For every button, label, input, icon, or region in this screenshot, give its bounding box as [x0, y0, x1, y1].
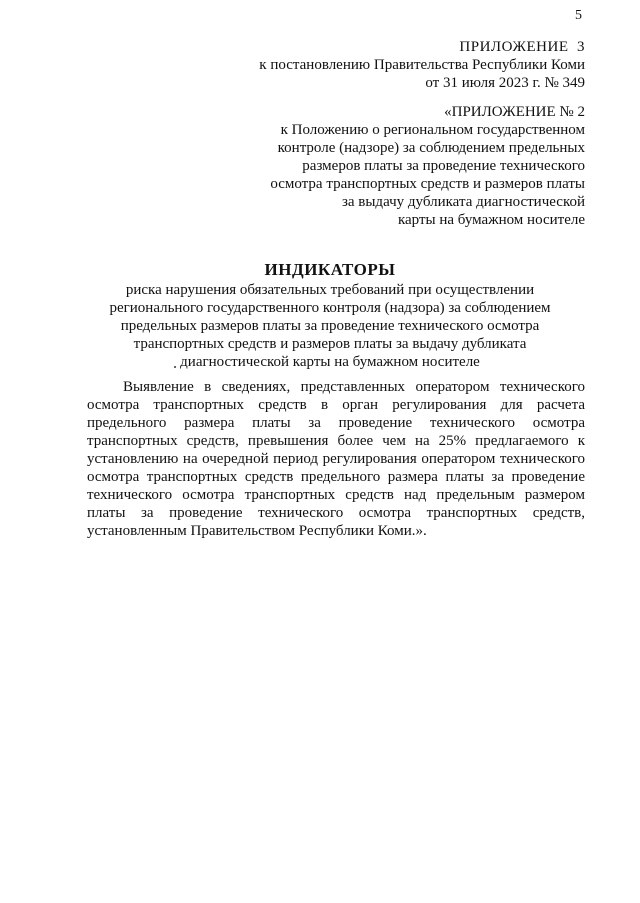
- inner-appendix-line: за выдачу дубликата диагностической: [341, 194, 585, 210]
- body-line: предельного размера платы за проведение технического осмотра: [87, 415, 585, 431]
- indicators-subtitle-line: предельных размеров платы за проведение технического осмотра: [120, 318, 540, 334]
- indicators-subtitle-line: транспортных средств и размеров платы за выдачу дубликата: [133, 336, 527, 352]
- indicators-heading: ИНДИКАТОРЫ: [264, 260, 396, 279]
- body-line: установлению на очередной период регулирования оператором технического: [87, 451, 585, 467]
- appendix-title: ПРИЛОЖЕНИЕ 3: [459, 39, 585, 55]
- indicators-subtitle-line: диагностической карты на бумажном носителе: [180, 354, 480, 370]
- appendix-header: [259, 38, 585, 92]
- inner-appendix-line: контроле (надзоре) за соблюдением предельных: [277, 140, 585, 156]
- indicators-subtitle-line: регионального государственного контроля (надзора) за соблюдением: [109, 300, 551, 316]
- body-line: осмотра транспортных средств предельного размера платы за проведение: [87, 469, 585, 485]
- inner-appendix-line: карты на бумажном носителе: [397, 212, 585, 228]
- body-paragraph: [87, 378, 585, 540]
- body-line: установленным Правительством Республики Коми.».: [87, 523, 427, 539]
- appendix-line: от 31 июля 2023 г. № 349: [425, 75, 585, 91]
- body-line: технического осмотра транспортных средств над предельным размером: [87, 487, 585, 503]
- body-line: платы за проведение технического осмотра транспортных средств,: [87, 505, 585, 521]
- body-line: осмотра транспортных средств в орган регулирования для расчета: [87, 397, 585, 413]
- body-line: транспортных средств, превышения более чем на 25% предлагаемого к: [87, 433, 585, 449]
- indicators-subtitle-line: риска нарушения обязательных требований при осуществлении: [125, 282, 535, 298]
- inner-appendix-block: [270, 103, 585, 229]
- inner-appendix-line: осмотра транспортных средств и размеров платы: [270, 176, 585, 192]
- inner-appendix-line: размеров платы за проведение технического: [302, 158, 585, 174]
- inner-appendix-line: «ПРИЛОЖЕНИЕ № 2: [444, 104, 585, 120]
- body-line: Выявление в сведениях, представленных оператором технического: [123, 379, 585, 395]
- appendix-line: к постановлению Правительства Республики Коми: [259, 57, 585, 73]
- inner-appendix-line: к Положению о региональном государственном: [280, 122, 585, 138]
- stray-dot-mark: [174, 366, 176, 368]
- page-number: 5: [575, 8, 582, 23]
- indicators-section: [80, 260, 580, 371]
